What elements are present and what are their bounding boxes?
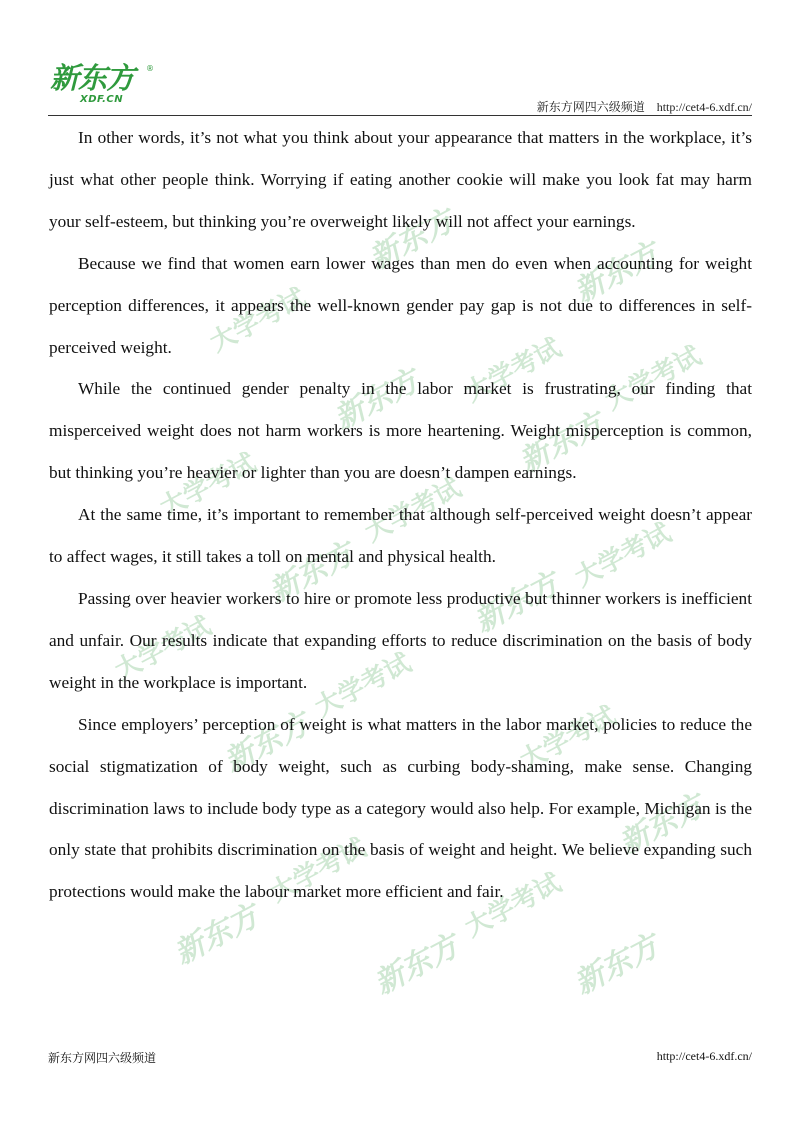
footer-url: http://cet4-6.xdf.cn/ [656, 1049, 752, 1063]
watermark-brand: 新东方 [263, 536, 360, 610]
watermark-brand: 新东方 [513, 406, 610, 480]
watermark-slogan: 大学考试 [155, 448, 262, 524]
paragraph: Because we find that women earn lower wages than men do even when accounting for weight perception differences, it appears the well-known gender pay gap is not due to differences in self-perceived weight. [49, 253, 752, 357]
paragraph: Passing over heavier workers to hire or promote less productive but thinner workers is inefficient and unfair. Our results indicate that expanding efforts to reduce discrimination on the basis of body weight in the workplace is important. [49, 588, 752, 692]
watermark-slogan: 大学考试 [600, 341, 707, 417]
watermark-slogan: 大学考试 [110, 611, 217, 687]
footer-site-name: 新东方网四六级频道 [48, 1051, 157, 1065]
logo-english-text: XDF.CN [80, 94, 124, 105]
watermark-brand: 新东方 [568, 928, 665, 1002]
logo-chinese-text: 新东方 [50, 61, 135, 95]
watermark-brand: 新东方 [568, 236, 665, 310]
xdf-logo [50, 61, 160, 108]
paragraph: At the same time, it’s important to remember that although self-perceived weight doesn’t appear to affect wages, it still takes a toll on mental and physical health. [49, 505, 752, 567]
watermark-slogan: 大学考试 [205, 283, 312, 359]
watermark-slogan: 大学考试 [360, 473, 467, 549]
watermark-brand: 新东方 [218, 706, 315, 780]
watermark-brand: 新东方 [368, 928, 465, 1002]
registered-mark: ® [146, 64, 154, 73]
header-site-text: 新东方网四六级频道 http://cet4-6.xdf.cn/ [536, 100, 752, 114]
article-body [49, 117, 752, 913]
watermark-slogan: 大学考试 [570, 518, 677, 594]
watermark-brand: 新东方 [468, 566, 565, 640]
watermark-slogan: 大学考试 [460, 333, 567, 409]
paragraph: Since employers’ perception of weight is what matters in the labor market, policies to reduce the social stigmatization of body weight, such as curbing body-shaming, make sense. Changing discrimination laws to include body type as a category would also help. For example, Michigan is the only state that prohibits discrimination on the basis of weight and height. We believe expanding such protections would make the labour market more efficient and fair. [49, 714, 752, 902]
watermark-brand: 新东方 [168, 898, 265, 972]
watermark-brand: 新东方 [363, 203, 460, 277]
watermark-slogan: 大学考试 [310, 648, 417, 724]
paragraph: In other words, it’s not what you think about your appearance that matters in the workplace, it’s just what other people think. Worrying if eating another cookie will make you look fat may harm your self-esteem, but thinking you’re overweight likely will not affect your earnings. [49, 128, 752, 231]
watermark-slogan: 大学考试 [460, 868, 567, 944]
watermark-slogan: 大学考试 [515, 701, 622, 777]
watermark-brand: 新东方 [328, 363, 425, 437]
header-divider [48, 115, 752, 116]
watermark-brand: 新东方 [613, 788, 710, 862]
paragraph: While the continued gender penalty in the labor market is frustrating, our finding that misperceived weight does not harm workers is more heartening. Weight misperception is common, but thinking you’re heavier or lighter than you are doesn’t dampen earnings. [49, 379, 752, 483]
watermark-slogan: 大学考试 [265, 833, 372, 909]
